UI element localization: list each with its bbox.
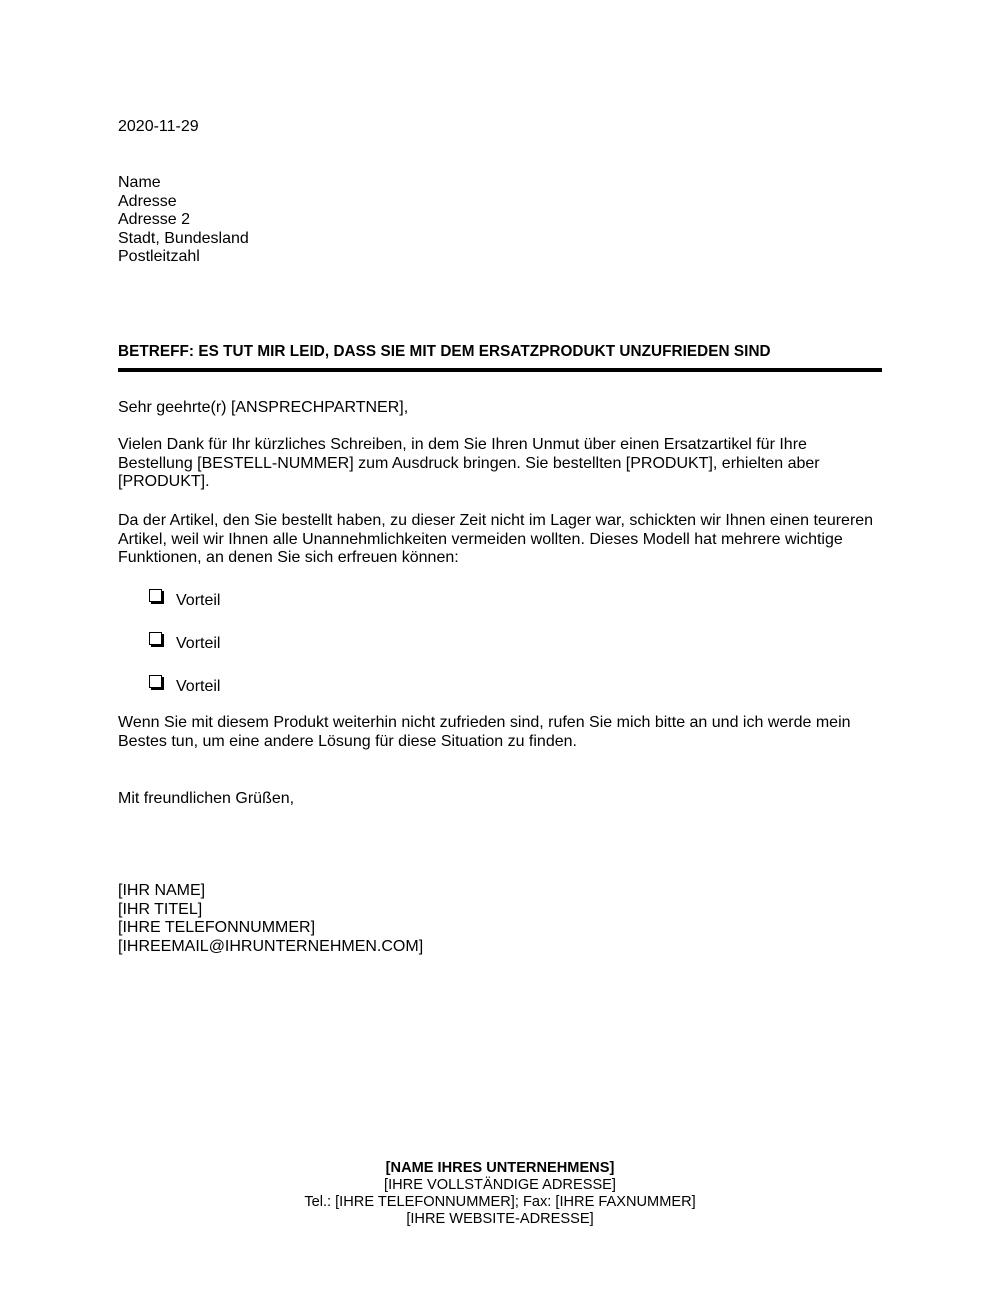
footer-address: [IHRE VOLLSTÄNDIGE ADRESSE] xyxy=(384,1177,616,1193)
benefit-label: Vorteil xyxy=(176,592,221,609)
company-footer xyxy=(0,1160,1000,1228)
recipient-address-line-2: Adresse 2 xyxy=(118,211,191,229)
letter-date: 2020-11-29 xyxy=(118,118,199,135)
checkbox-icon xyxy=(149,589,162,602)
closing: Mit freundlichen Grüßen, xyxy=(118,790,295,807)
recipient-postal-code: Postleitzahl xyxy=(118,248,200,266)
footer-company-name: [NAME IHRES UNTERNEHMENS] xyxy=(385,1160,615,1176)
recipient-city-state: Stadt, Bundesland xyxy=(118,229,249,247)
body-paragraph-2: Da der Artikel, den Sie bestellt haben, zu dieser Zeit nicht im Lager war, schickten wir Ihnen einen teureren Artikel, weil wir Ihnen alle Unannehmlichkeiten vermeiden wollten. Dieses Modell hat mehrere wichtige Funktionen, an denen Sie sich erfreuen können: xyxy=(118,512,874,567)
subject-divider xyxy=(118,368,882,372)
recipient-name: Name xyxy=(118,174,161,191)
footer-contact: Tel.: [IHRE TELEFONNUMMER]; Fax: [IHRE FAXNUMMER] xyxy=(304,1194,696,1210)
signature-block xyxy=(118,882,423,956)
signature-title: [IHR TITEL] xyxy=(118,900,203,918)
body-paragraph-1: Vielen Dank für Ihr kürzliches Schreiben, in dem Sie Ihren Unmut über einen Ersatzartikel für Ihre Bestellung [BESTELL-NUMMER] zum Ausdruck bringen. Sie bestellten [PRODUKT], erhielten aber [PRODUKT]. xyxy=(118,436,820,491)
signature-email: [IHREEMAIL@IHRUNTERNEHMEN.COM] xyxy=(118,937,424,955)
signature-name: [IHR NAME] xyxy=(118,882,206,899)
checkbox-icon xyxy=(149,675,162,688)
subject-line: BETREFF: ES TUT MIR LEID, DASS SIE MIT DEM ERSATZPRODUKT UNZUFRIEDEN SIND xyxy=(118,343,771,360)
checkbox-icon xyxy=(149,632,162,645)
benefit-label: Vorteil xyxy=(176,678,221,695)
benefit-label: Vorteil xyxy=(176,635,221,652)
body-paragraph-3: Wenn Sie mit diesem Produkt weiterhin nicht zufrieden sind, rufen Sie mich bitte an und ich werde mein Bestes tun, um eine andere Lösung für diese Situation zu finden. xyxy=(118,714,851,750)
signature-phone: [IHRE TELEFONNUMMER] xyxy=(118,919,316,937)
recipient-address-line-1: Adresse xyxy=(118,192,177,210)
footer-website: [IHRE WEBSITE-ADRESSE] xyxy=(406,1211,594,1227)
recipient-address xyxy=(118,174,249,267)
salutation: Sehr geehrte(r) [ANSPRECHPARTNER], xyxy=(118,399,409,416)
